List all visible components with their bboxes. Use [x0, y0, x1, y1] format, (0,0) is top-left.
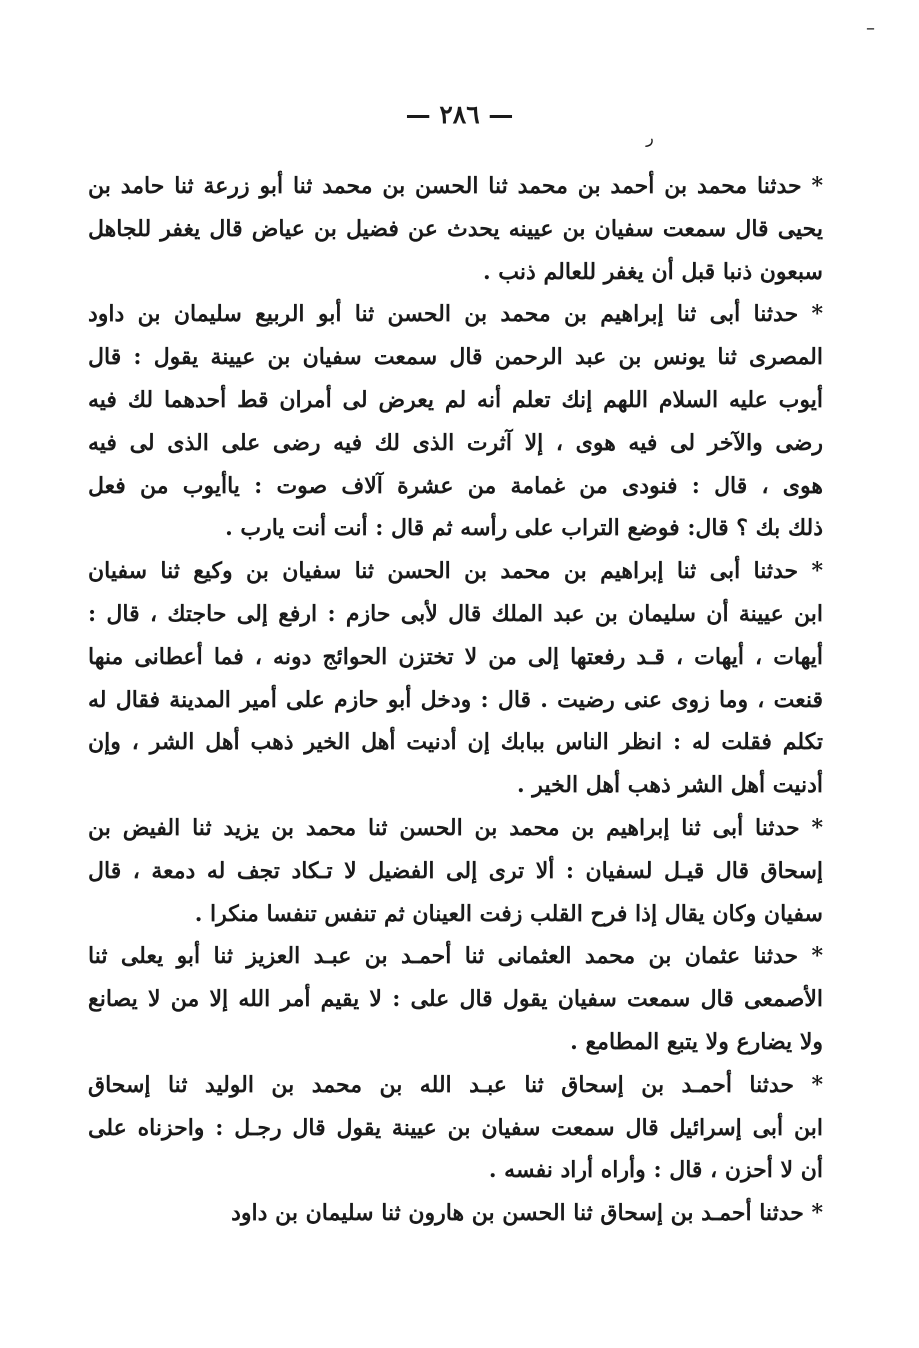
corner-mark: –: [866, 18, 875, 39]
hadith-paragraph: [88, 935, 823, 1063]
hadith-paragraph: [88, 807, 823, 935]
text-line: * حدثنا أبى ثنا إبراهيم بن محمد بن الحسن ثنا أبو الربيع سليمان بن داود: [88, 301, 823, 328]
hadith-paragraph: [88, 1192, 823, 1235]
text-line: * حدثنا أبى ثنا إبراهيم بن محمد بن الحسن ثنا سفيان بن وكيع ثنا سفيان: [88, 558, 823, 585]
page-number: — ٢٨٦ —: [405, 100, 514, 129]
text-line: ابن أبى إسرائيل قال سمعت سفيان بن عيينة يقول قال رجـل : واحزناه على: [88, 1114, 823, 1141]
text-line: أدنيت أهل الشر ذهب أهل الخير .: [516, 772, 823, 799]
text-line: ذلك بك ؟ قال: فوضع التراب على رأسه ثم قال : أنت أنت يارب .: [225, 515, 823, 542]
text-line: هوى ، قال : فنودى من غمامة من عشرة آلاف صوت : ياأيوب من فعل: [88, 472, 823, 499]
text-line: قنعت ، وما زوى عنى رضيت . قال : ودخل أبو حازم على أمير المدينة فقال له: [88, 686, 823, 713]
hadith-text-body: [88, 165, 823, 1235]
text-line: رضى والآخر لى فيه هوى ، إلا آثرت الذى لك فيه رضى على الذى لى فيه: [88, 429, 823, 456]
text-line: المصرى ثنا يونس بن عبد الرحمن قال سمعت سفيان بن عيينة يقول : قال: [88, 344, 823, 371]
text-line: يحيى قال سمعت سفيان بن عيينه يحدث عن فضيل بن عياض قال يغفر للجاهل: [88, 215, 823, 242]
text-line: * حدثنا أحمـد بن إسحاق ثنا عبـد الله بن محمد بن الوليد ثنا إسحاق: [88, 1071, 823, 1098]
text-line: أن لا أحزن ، قال : وأراه أراد نفسه .: [488, 1157, 823, 1184]
hadith-paragraph: [88, 1064, 823, 1192]
text-line: * حدثنا أحمـد بن إسحاق ثنا الحسن بن هارون ثنا سليمان بن داود: [231, 1200, 823, 1227]
text-line: أيهات ، أيهات ، قـد رفعتها إلى من لا تختزن الحوائج دونه ، فما أعطانى منها: [88, 643, 823, 670]
text-line: ولا يضارع ولا يتبع المطامع .: [570, 1028, 823, 1055]
stray-mark: ر: [646, 128, 654, 147]
text-line: * حدثنا محمد بن أحمد بن محمد ثنا الحسن بن محمد ثنا أبو زرعة ثنا حامد بن: [88, 173, 823, 199]
text-line: * حدثنا أبى ثنا إبراهيم بن محمد بن الحسن ثنا محمد بن يزيد ثنا الفيض بن: [88, 814, 823, 841]
hadith-paragraph: [88, 293, 823, 550]
hadith-paragraph: [88, 165, 823, 293]
text-line: سفيان وكان يقال إذا فرح القلب زفت العينان ثم تنفس تنفسا منكرا .: [194, 900, 823, 927]
text-line: الأصمعى قال سمعت سفيان يقول قال على : لا يقيم أمر الله إلا من لا يصانع: [88, 986, 823, 1013]
text-line: سبعون ذنبا قبل أن يغفر للعالم ذنب .: [482, 258, 823, 285]
text-line: * حدثنا عثمان بن محمد العثمانى ثنا أحمـد بن عبـد العزيز ثنا أبو يعلى ثنا: [88, 943, 823, 970]
hadith-paragraph: [88, 550, 823, 807]
text-line: ابن عيينة أن سليمان بن عبد الملك قال لأبى حازم : ارفع إلى حاجتك ، قال :: [88, 600, 823, 627]
text-line: تكلم فقلت له : انظر الناس ببابك إن أدنيت أهل الخير ذهب أهل الشر ، وإن: [88, 729, 823, 756]
text-line: إسحاق قال قيـل لسفيان : ألا ترى إلى الفضيل لا تـكاد تجف له دمعة ، قال: [88, 857, 823, 884]
text-line: أيوب عليه السلام اللهم إنك تعلم أنه لم يعرض لى أمران قط أحدهما لك فيه: [88, 386, 823, 413]
